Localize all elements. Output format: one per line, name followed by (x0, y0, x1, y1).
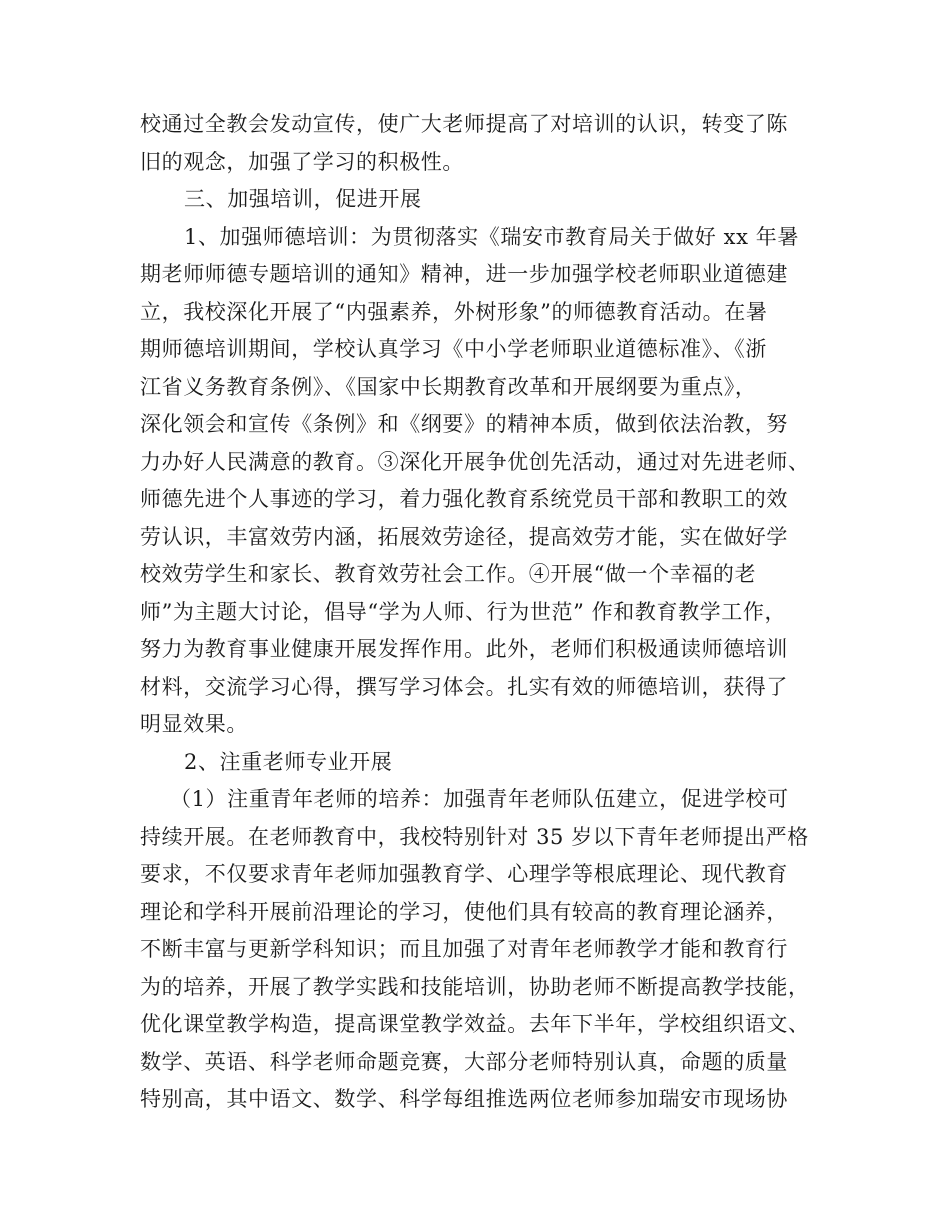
text-line: 数学、英语、科学老师命题竞赛，大部分老师特别认真，命题的质量 (140, 1049, 788, 1074)
text-line: 材料，交流学习心得，撰写学习体会。扎实有效的师德培训，获得了 (140, 674, 788, 699)
text-line: 师”为主题大讨论，倡导“学为人师、行为世范” 作和教育教学工作， (140, 599, 787, 624)
text-line: 努力为教育事业健康开展发挥作用。此外，老师们积极通读师德培训 (140, 637, 788, 661)
text-line: 期老师师德专题培训的通知》精神，进一步加强学校老师职业道德建 (140, 262, 788, 286)
text-line: 力办好人民满意的教育。③深化开展争优创先活动，通过对先进老师、 (140, 449, 810, 474)
subsection-heading: 2、注重老师专业开展 (184, 749, 393, 774)
text-line: 不断丰富与更新学科知识；而且加强了对青年老师教学才能和教育行 (140, 937, 788, 961)
text-line: 为的培养，开展了教学实践和技能培训，协助老师不断提高教学技能， (140, 974, 810, 999)
text-line: 理论和学科开展前沿理论的学习，使他们具有较高的教育理论涵养， (140, 899, 788, 924)
text-line: 优化课堂教学构造，提高课堂教学效益。去年下半年，学校组织语文、 (140, 1012, 810, 1036)
section-heading: 三、加强培训，促进开展 (184, 187, 422, 211)
text-line: 立，我校深化开展了“内强素养，外树形象”的师德教育活动。在暑 (140, 299, 768, 324)
subsection-heading-line: 1、加强师德培训：为贯彻落实《瑞安市教育局关于做好 xx 年暑 (184, 224, 799, 249)
text-line: 旧的观念，加强了学习的积极性。 (140, 149, 464, 174)
subsection-item-line: （1）注重青年老师的培养：加强青年老师队伍建立，促进学校可 (170, 787, 789, 811)
text-line: 校效劳学生和家长、教育效劳社会工作。④开展“做一个幸福的老 (140, 562, 757, 586)
text-line: 师德先进个人事迹的学习，着力强化教育系统党员干部和教职工的效 (140, 487, 788, 511)
text-line: 持续开展。在老师教育中，我校特别针对 35 岁以下青年老师提出严格 (140, 824, 809, 849)
text-line: 江省义务教育条例》、《国家中长期教育改革和开展纲要为重点》， (140, 374, 757, 399)
document-body (140, 106, 820, 1119)
text-line: 特别高，其中语文、数学、科学每组推选两位老师参加瑞安市现场协 (140, 1087, 788, 1111)
text-line: 要求，不仅要求青年老师加强教育学、心理学等根底理论、现代教育 (140, 862, 788, 886)
text-line: 劳认识，丰富效劳内涵，拓展效劳途径，提高效劳才能，实在做好学 (140, 524, 788, 549)
text-line: 校通过全教会发动宣传，使广大老师提高了对培训的认识，转变了陈 (140, 112, 788, 136)
text-line: 期师德培训期间，学校认真学习《中小学老师职业道德标准》、《浙 (140, 337, 767, 361)
text-line: 深化领会和宣传《条例》和《纲要》的精神本质，做到依法治教，努 (140, 412, 788, 436)
text-line: 明显效果。 (140, 712, 248, 736)
